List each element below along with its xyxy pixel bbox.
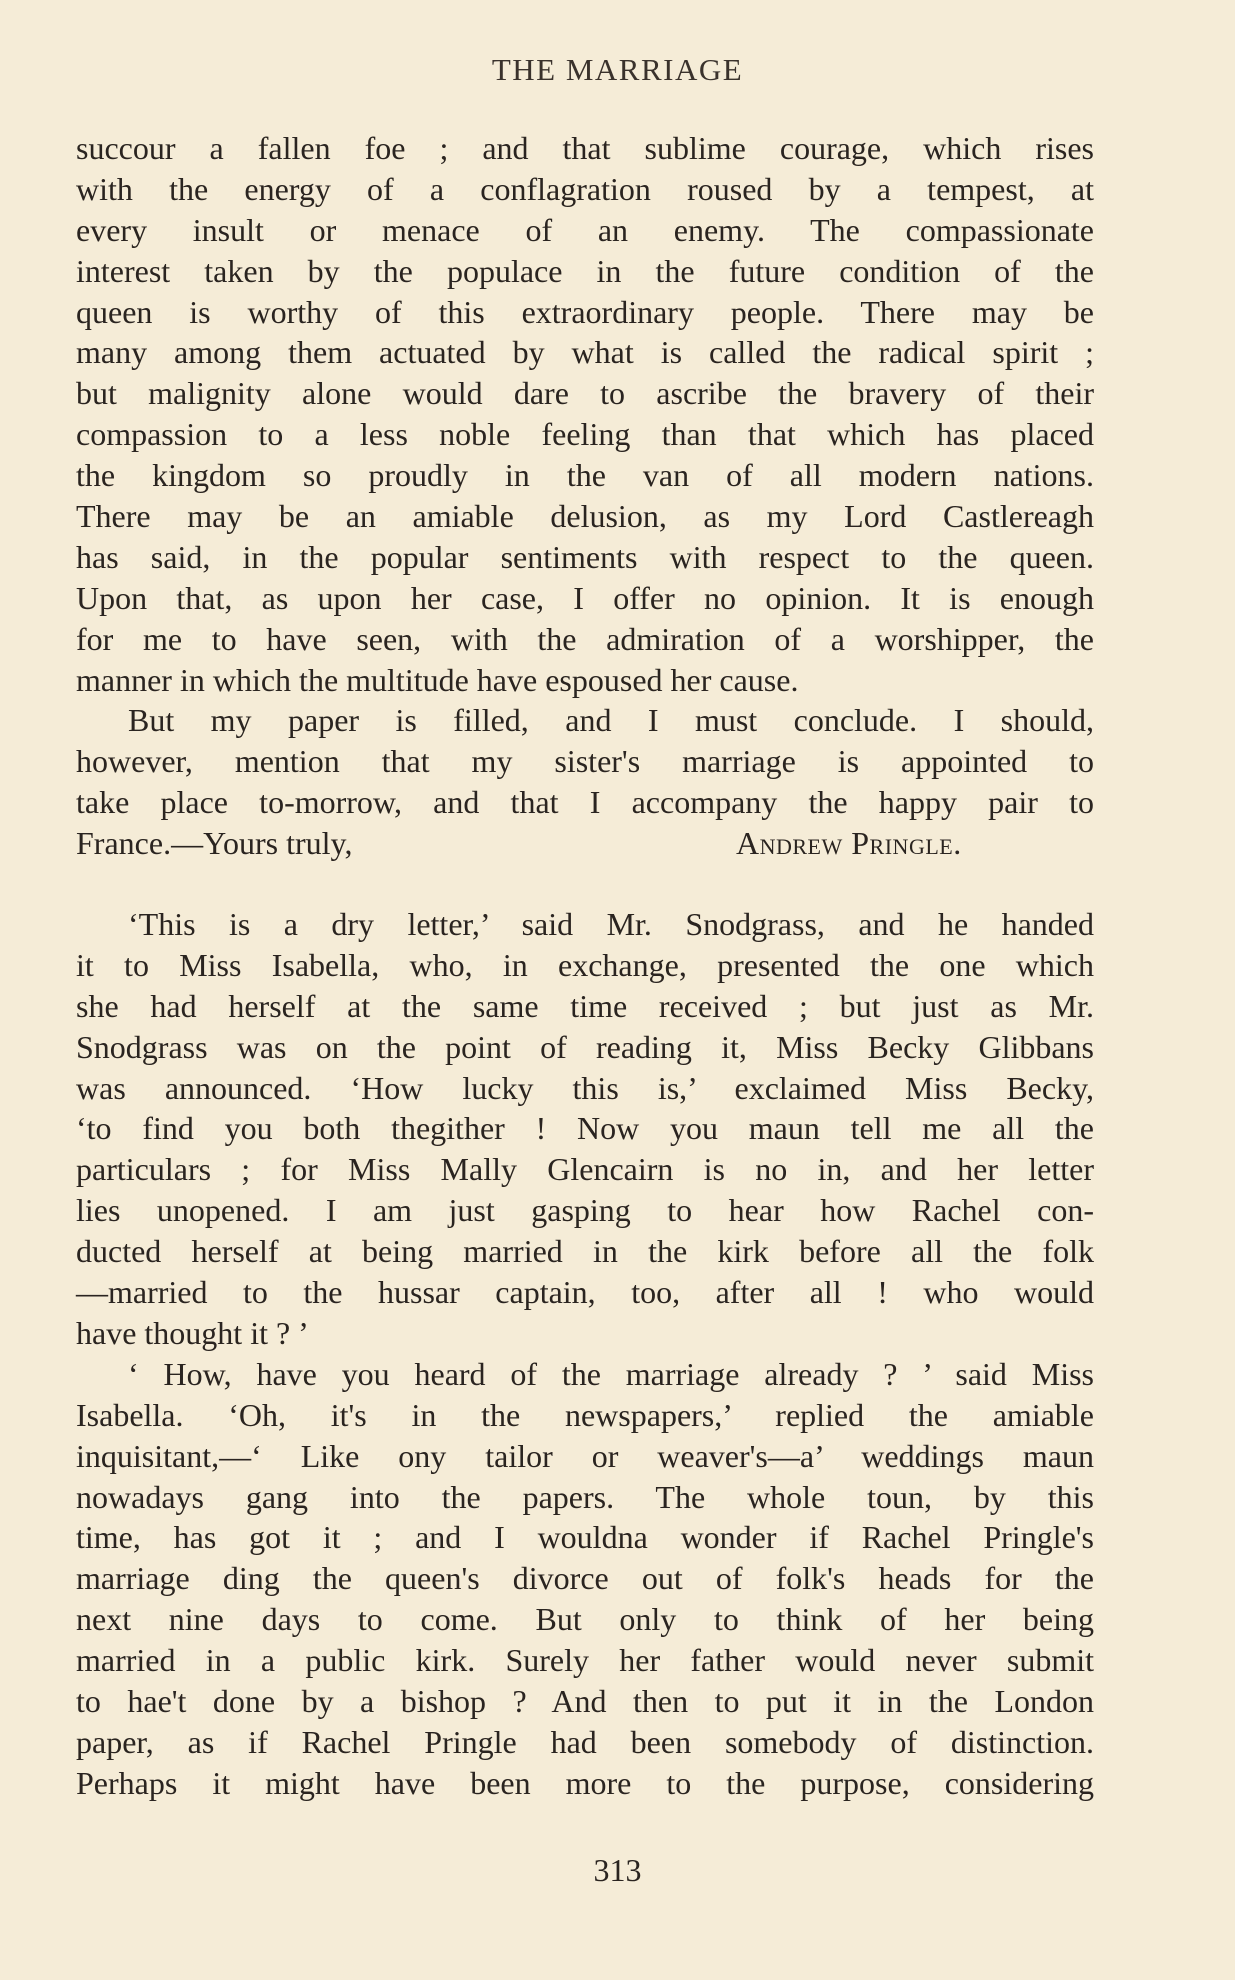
letter-closing-line <box>76 823 1094 864</box>
text-line: queen is worthy of this extraordinary people. There may be <box>76 293 1094 330</box>
text-line: marriage ding the queen's divorce out of folk's heads for the <box>76 1560 1094 1597</box>
text-line: next nine days to come. But only to think of her being <box>76 1601 1094 1638</box>
body-text <box>76 128 1094 1804</box>
text-line: was announced. ‘How lucky this is,’ exclaimed Miss Becky, <box>76 1069 1094 1106</box>
text-line: Perhaps it might have been more to the purpose, considering <box>76 1764 1094 1801</box>
text-line: interest taken by the populace in the future condition of the <box>76 252 1094 289</box>
text-line: compassion to a less noble feeling than that which has placed <box>76 416 1094 453</box>
page-number: 313 <box>593 1852 642 1888</box>
text-line: has said, in the popular sentiments with respect to the queen. <box>76 538 1094 575</box>
running-head: THE MARRIAGE <box>491 52 744 87</box>
text-line: many among them actuated by what is called the radical spirit ; <box>76 334 1094 371</box>
text-line: inquisitant,—‘ Like ony tailor or weaver's—a’ weddings maun <box>76 1437 1094 1474</box>
text-line: it to Miss Isabella, who, in exchange, presented the one which <box>76 946 1094 983</box>
text-line: however, mention that my sister's marriage is appointed to <box>76 743 1094 780</box>
text-line: Isabella. ‘Oh, it's in the newspapers,’ replied the amiable <box>76 1396 1094 1433</box>
text-line: have thought it ? ’ <box>76 1314 309 1351</box>
text-line: to hae't done by a bishop ? And then to put it in the London <box>76 1682 1094 1719</box>
text-line: the kingdom so proudly in the van of all modern nations. <box>76 457 1094 494</box>
text-line: ‘ How, have you heard of the marriage already ? ’ said Miss <box>128 1355 1094 1392</box>
text-line: she had herself at the same time received ; but just as Mr. <box>76 987 1094 1024</box>
text-line: succour a fallen foe ; and that sublime courage, which rises <box>76 130 1094 166</box>
text-line: Snodgrass was on the point of reading it, Miss Becky Glibbans <box>76 1028 1094 1065</box>
paragraph-gap <box>76 864 1094 904</box>
text-line: But my paper is filled, and I must conclude. I should, <box>128 702 1094 739</box>
text-line: ducted herself at being married in the kirk before all the folk <box>76 1233 1094 1270</box>
text-line: nowadays gang into the papers. The whole toun, by this <box>76 1478 1094 1515</box>
text-line: lies unopened. I am just gasping to hear how Rachel con- <box>76 1192 1094 1229</box>
text-line: ‘to find you both thegither ! Now you maun tell me all the <box>76 1110 1094 1147</box>
text-line: Upon that, as upon her case, I offer no opinion. It is enough <box>76 579 1094 616</box>
text-line: but malignity alone would dare to ascribe the bravery of their <box>76 375 1094 412</box>
text-line: There may be an amiable delusion, as my Lord Castlereagh <box>76 498 1094 535</box>
text-line: manner in which the multitude have espoused her cause. <box>76 661 799 698</box>
letter-signature: Andrew Pringle. <box>736 825 962 862</box>
text-line: time, has got it ; and I wouldna wonder if Rachel Pringle's <box>76 1519 1094 1556</box>
text-line: married in a public kirk. Surely her father would never submit <box>76 1642 1094 1679</box>
text-line: particulars ; for Miss Mally Glencairn is no in, and her letter <box>76 1151 1094 1188</box>
text-line: every insult or menace of an enemy. The compassionate <box>76 211 1094 248</box>
text-line: paper, as if Rachel Pringle had been somebody of distinction. <box>76 1723 1094 1760</box>
text-line: —married to the hussar captain, too, after all ! who would <box>76 1274 1094 1311</box>
text-line: take place to-morrow, and that I accompany the happy pair to <box>76 784 1094 821</box>
text-line: with the energy of a conflagration roused by a tempest, at <box>76 170 1094 207</box>
text-line: ‘This is a dry letter,’ said Mr. Snodgrass, and he handed <box>128 906 1094 943</box>
text-line: for me to have seen, with the admiration of a worshipper, the <box>76 620 1094 657</box>
letter-closing: France.—Yours truly, <box>76 825 353 862</box>
